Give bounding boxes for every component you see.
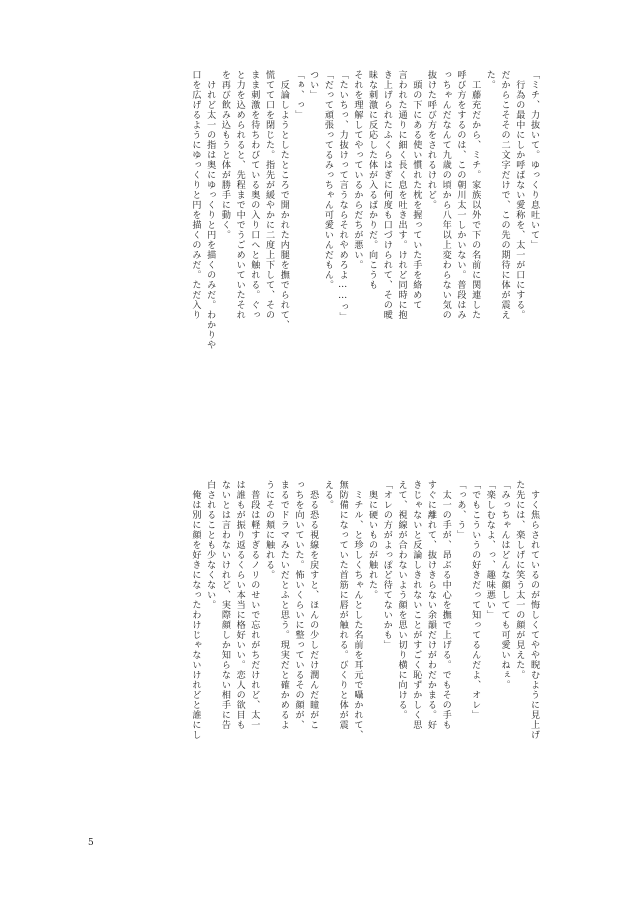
text-column: えて、視線が合わないよう顔を思い切り横に向ける。 xyxy=(396,480,407,720)
text-column: 言われた通りに細く長く息を吐き出す。けれど同時に抱 xyxy=(396,70,407,320)
text-column: 慌てて口を閉じた。指先が緩やかに二度上下して、その xyxy=(264,70,275,320)
text-column: と力を込められると、先程まで中でうごめいていたそれ xyxy=(234,70,245,320)
text-column: 呼び方をするのは、この朝川太一しかいない。普段はみ xyxy=(455,70,466,320)
text-column: まるでドラマみたいだとふと思う。現実だと確かめるよ xyxy=(278,480,289,730)
text-column: 恐る恐る視線を戻すと、ほんの少しだけ潤んだ瞳がこ xyxy=(308,480,319,730)
text-column: だからこそその二文字だけで、この先の期待に体が震え xyxy=(499,70,510,320)
text-column: 反論しようとしたところで開かれた内腿を撫でられて、 xyxy=(278,70,289,330)
text-column: けれど太一の指は奥にゆっくりと円を描くのみだ。わかりや xyxy=(205,70,216,350)
text-column: 頭の下にある使い慣れた枕を握っていた手を絡めて xyxy=(411,70,422,310)
text-column: っちを向いていた。怖いくらいに整っているその顔が、 xyxy=(293,480,304,730)
text-column: 口を広げるようにゆっくりと円を描くのみだ。ただ入り xyxy=(190,70,201,320)
text-column: つい」 xyxy=(308,70,319,100)
text-column: た。 xyxy=(484,70,495,90)
text-column: 普段は軽すぎるノリのせいで忘れがちだけれど、太一 xyxy=(249,480,260,730)
text-column: き上げられたふくらはぎに何度も口づけられて、その曖 xyxy=(381,70,392,320)
text-column: ないとは言わないけれど、実際顔しか知らない相手に告 xyxy=(219,480,230,730)
text-column: える。 xyxy=(322,480,333,510)
text-column: 「みっちゃんはどんな顔してても可愛いねぇ。 xyxy=(499,480,510,690)
text-column: 「オレの方がよっぽど待てないかも」 xyxy=(381,480,392,650)
text-column: 奥に硬いものが触れた。 xyxy=(367,480,378,600)
text-column: うにその頬に触れる。 xyxy=(264,480,275,580)
text-column: は誰もが振り返るくらい本当に格好いい。恋人の欲目も xyxy=(234,480,245,730)
text-column: 「っあ、う」 xyxy=(455,480,466,540)
page-number: 5 xyxy=(88,838,94,848)
text-column: 「ぁ、っ」 xyxy=(293,70,304,120)
text-column: 俺は別に顔を好きになったわけじゃないけれどと誰にし xyxy=(190,480,201,740)
text-column: っちゃんだなんて九歳の頃から八年以上変わらない気の xyxy=(440,70,451,320)
text-column: 「ミチ、力抜いて。ゆっくり息吐いて」 xyxy=(529,70,539,250)
text-column: まま刺激を待ちわびている奥の入り口へと触れる。ぐっ xyxy=(249,70,260,320)
text-column: 「だって頑張ってるみっちゃん可愛いんだもん。 xyxy=(322,70,333,290)
text-column: 無防備になっていた首筋に唇が触れる。びくりと体が震 xyxy=(337,480,348,730)
lower-text-block xyxy=(91,480,541,815)
text-column: 「でもこういうの好きだって知ってるんだよ、オレ」 xyxy=(470,480,481,720)
text-column: 工藤充だから、ミチ。家族以外で下の名前に関連した xyxy=(470,70,481,320)
text-column: 抜けた呼び方をされるけれど。 xyxy=(425,70,436,210)
text-column: きじゃないと反論しきれないことがすごく恥ずかしく思 xyxy=(411,480,422,730)
text-column: を再び飲み込もうと体が勝手に動く。 xyxy=(219,70,230,240)
text-column: 行為の最中にしか呼ばない愛称を、太一が口にする。 xyxy=(514,70,525,320)
text-column: すぐに離れて、抜けきらない余韻だけがわだかまる。好 xyxy=(425,480,436,730)
text-column: 「たいちっ、力抜けって言うならそれやめろよ……っ」 xyxy=(337,70,348,322)
text-column: すく焦らされているのが悔しくてやや睨むように見上げ xyxy=(529,480,539,740)
text-column: 白されることも少なくない。 xyxy=(205,480,216,610)
text-column: ミチル、と珍しくちゃんとした名前を耳元で囁かれて、 xyxy=(352,480,363,740)
text-column: 「楽しむなよ、っ、趣味悪い」 xyxy=(484,480,495,620)
text-column: 太一の手が、昂ぶる中心を撫で上げる。でもその手も xyxy=(440,480,451,730)
upper-text-block xyxy=(111,70,541,400)
text-column: 昧な刺激に反応した体が入るばかりだ。向こうも xyxy=(367,70,378,290)
text-column: た先には、楽しげに笑う太一の顔が見えた。 xyxy=(514,480,525,680)
text-column: それを理解してやっているからだちが悪い。 xyxy=(352,70,363,270)
